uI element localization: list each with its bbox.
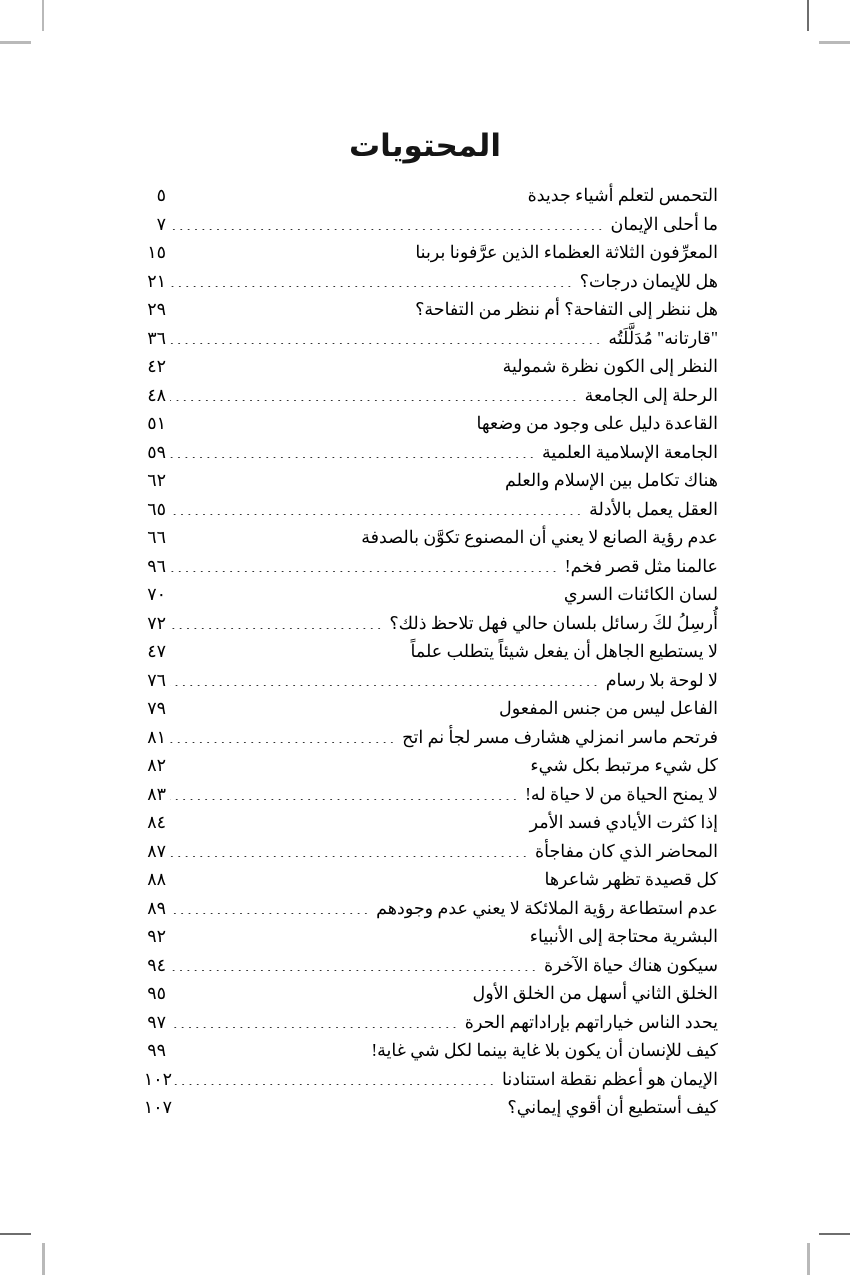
toc-entry-title: عدم رؤية الصانع لا يعني أن المصنوع تكوَّن بالصدفة bbox=[361, 527, 718, 547]
toc-entry-title: لا يستطيع الجاهل أن يفعل شيئاً يتطلب علماً bbox=[410, 641, 718, 661]
toc-leader-dots bbox=[170, 298, 410, 316]
toc-entry[interactable] bbox=[132, 580, 718, 609]
toc-entry-title: التحمس لتعلم أشياء جديدة bbox=[527, 185, 718, 205]
toc-entry-page-number: ٩٧ bbox=[147, 1011, 166, 1032]
toc-entry-page-number: ٧٠ bbox=[147, 584, 166, 604]
toc-leader-dots bbox=[170, 412, 472, 430]
toc-entry-title: "قارتانه" مُدَلَّلَتُه bbox=[608, 327, 718, 348]
toc-leader-dots bbox=[170, 925, 525, 943]
toc-entry-title: البشرية محتاجة إلى الأنبياء bbox=[529, 926, 718, 946]
page-title: المحتويات bbox=[349, 128, 501, 163]
toc-entry-page-number: ٩٩ bbox=[147, 1040, 166, 1060]
toc-leader-dots bbox=[170, 1039, 366, 1057]
toc-entry[interactable] bbox=[132, 894, 718, 923]
toc-entry[interactable] bbox=[132, 210, 718, 239]
toc-leader-dots bbox=[170, 383, 580, 401]
toc-entry-page-number: ٨٩ bbox=[147, 897, 166, 918]
toc-entry[interactable] bbox=[132, 267, 718, 296]
toc-entry[interactable] bbox=[132, 979, 718, 1008]
toc-entry[interactable] bbox=[132, 552, 718, 581]
toc-entry-page-number: ٧ bbox=[156, 213, 166, 234]
toc-leader-dots bbox=[170, 184, 523, 202]
toc-entry[interactable] bbox=[132, 694, 718, 723]
toc-entry-page-number: ٨٢ bbox=[147, 755, 166, 775]
crop-mark-bottom-left-vertical bbox=[42, 1243, 45, 1275]
toc-entry[interactable] bbox=[132, 324, 718, 353]
toc-entry-title: كل قصيدة تظهر شاعرها bbox=[544, 869, 718, 889]
toc-leader-dots bbox=[170, 611, 384, 629]
toc-leader-dots bbox=[170, 668, 601, 686]
toc-leader-dots bbox=[170, 811, 525, 829]
toc-entry-page-number: ٩٢ bbox=[147, 926, 166, 946]
toc-entry-title: لسان الكائنات السري bbox=[563, 584, 718, 604]
toc-entry-title: عالمنا مثل قصر فخم! bbox=[564, 555, 718, 576]
toc-entry[interactable] bbox=[132, 1065, 718, 1094]
toc-entry[interactable] bbox=[132, 295, 718, 324]
toc-entry-page-number: ٥١ bbox=[147, 413, 166, 433]
toc-entry-page-number: ٨٨ bbox=[147, 869, 166, 889]
toc-leader-dots bbox=[170, 269, 575, 287]
crop-mark-top-left-horizontal bbox=[0, 41, 31, 44]
toc-entry-page-number: ٢٩ bbox=[147, 299, 166, 319]
toc-entry-page-number: ٩٤ bbox=[147, 954, 166, 975]
toc-leader-dots bbox=[170, 212, 605, 230]
toc-entry[interactable] bbox=[132, 352, 718, 381]
toc-leader-dots bbox=[170, 1010, 460, 1028]
toc-leader-dots bbox=[170, 754, 525, 772]
crop-mark-bottom-left-horizontal bbox=[0, 1233, 31, 1235]
toc-entry-page-number: ٦٥ bbox=[147, 498, 166, 519]
crop-mark-top-right-vertical bbox=[807, 0, 809, 31]
crop-mark-top-left-vertical bbox=[42, 0, 44, 31]
toc-entry-title: العقل يعمل بالأدلة bbox=[589, 498, 718, 519]
toc-entry-title: لا لوحة بلا رسام bbox=[605, 669, 718, 690]
toc-leader-dots bbox=[170, 953, 539, 971]
toc-entry-title: المحاضر الذي كان مفاجأة bbox=[534, 840, 718, 861]
toc-leader-dots bbox=[170, 868, 540, 886]
toc-entry[interactable] bbox=[132, 523, 718, 552]
toc-entry-page-number: ٨٧ bbox=[147, 840, 166, 861]
toc-entry-title: سيكون هناك حياة الآخرة bbox=[544, 954, 718, 975]
toc-entry-page-number: ٧٩ bbox=[147, 698, 166, 718]
toc-entry-title: الرحلة إلى الجامعة bbox=[584, 384, 718, 405]
toc-entry[interactable] bbox=[132, 495, 718, 524]
toc-entry-page-number: ١٥ bbox=[147, 242, 166, 262]
toc-entry-title: أُرسِلُ لكَ رسائل بلسان حالي فهل تلاحظ ذلك؟ bbox=[389, 612, 718, 633]
toc-entry-title: الفاعل ليس من جنس المفعول bbox=[499, 698, 718, 718]
toc-entry[interactable] bbox=[132, 238, 718, 267]
toc-entry[interactable] bbox=[132, 808, 718, 837]
toc-leader-dots bbox=[170, 526, 356, 544]
toc-entry[interactable] bbox=[132, 951, 718, 980]
toc-entry-page-number: ٢١ bbox=[147, 270, 166, 291]
toc-entry[interactable] bbox=[132, 637, 718, 666]
toc-entry-title: هناك تكامل بين الإسلام والعلم bbox=[504, 470, 718, 490]
toc-entry-title: الإيمان هو أعظم نقطة استنادنا bbox=[502, 1068, 718, 1089]
toc-entry-page-number: ٤٧ bbox=[147, 641, 166, 661]
toc-entry-page-number: ٦٦ bbox=[147, 527, 166, 547]
toc-entry-page-number: ١٠٢ bbox=[143, 1068, 172, 1089]
toc-entry-title: عدم استطاعة رؤية الملائكة لا يعني عدم وجودهم bbox=[376, 897, 718, 918]
toc-entry-title: لا يمنح الحياة من لا حياة له! bbox=[525, 783, 718, 804]
toc-entry-page-number: ٩٦ bbox=[147, 555, 166, 576]
toc-leader-dots bbox=[170, 982, 468, 1000]
toc-entry-title: المعرِّفون الثلاثة العظماء الذين عرَّفونا بربنا bbox=[415, 242, 718, 262]
toc-entry[interactable] bbox=[132, 1008, 718, 1037]
toc-entry[interactable] bbox=[132, 922, 718, 951]
toc-entry-title: كل شيء مرتبط بكل شيء bbox=[530, 755, 718, 775]
toc-entry-page-number: ٨٤ bbox=[147, 812, 166, 832]
toc-entry-title: الجامعة الإسلامية العلمية bbox=[542, 441, 718, 462]
toc-leader-dots bbox=[170, 497, 584, 515]
toc-entry-page-number: ٨٣ bbox=[147, 783, 166, 804]
toc-entry-page-number: ٨١ bbox=[147, 726, 166, 747]
toc-entry-title: القاعدة دليل على وجود من وضعها bbox=[476, 413, 718, 433]
toc-entry[interactable] bbox=[132, 666, 718, 695]
toc-entry-page-number: ٤٨ bbox=[147, 384, 166, 405]
toc-entry-page-number: ٣٦ bbox=[147, 327, 166, 348]
toc-entry-title: هل للإيمان درجات؟ bbox=[579, 270, 718, 291]
toc-leader-dots bbox=[170, 896, 371, 914]
toc-entry-title: النظر إلى الكون نظرة شمولية bbox=[502, 356, 718, 376]
toc-entry-page-number: ٦٢ bbox=[147, 470, 166, 490]
table-of-contents-list bbox=[132, 181, 718, 1122]
toc-leader-dots bbox=[170, 326, 603, 344]
toc-entry[interactable] bbox=[132, 181, 718, 210]
toc-entry[interactable] bbox=[132, 865, 718, 894]
toc-leader-dots bbox=[170, 583, 559, 601]
toc-entry[interactable] bbox=[132, 438, 718, 467]
toc-entry[interactable] bbox=[132, 409, 718, 438]
toc-entry-title: إذا كثرت الأيادي فسد الأمر bbox=[529, 812, 718, 832]
toc-entry-page-number: ١٠٧ bbox=[143, 1097, 172, 1117]
toc-entry-page-number: ٩٥ bbox=[147, 983, 166, 1003]
toc-leader-dots bbox=[170, 697, 494, 715]
toc-leader-dots bbox=[172, 1067, 497, 1085]
toc-entry-title: الخلق الثاني أسهل من الخلق الأول bbox=[472, 983, 718, 1003]
toc-entry[interactable] bbox=[132, 751, 718, 780]
toc-entry-title: هل ننظر إلى التفاحة؟ أم ننظر من التفاحة؟ bbox=[415, 299, 718, 319]
toc-leader-dots bbox=[172, 1096, 502, 1114]
toc-entry[interactable] bbox=[132, 837, 718, 866]
toc-leader-dots bbox=[170, 554, 560, 572]
crop-mark-bottom-right-vertical bbox=[807, 1243, 810, 1275]
toc-entry-page-number: ٤٢ bbox=[147, 356, 166, 376]
toc-entry-page-number: ٥٩ bbox=[147, 441, 166, 462]
toc-entry-page-number: ٧٢ bbox=[147, 612, 166, 633]
toc-entry[interactable] bbox=[132, 780, 718, 809]
toc-leader-dots bbox=[170, 782, 520, 800]
toc-entry[interactable] bbox=[132, 381, 718, 410]
toc-leader-dots bbox=[170, 725, 397, 743]
toc-entry[interactable] bbox=[132, 1036, 718, 1065]
toc-entry-title: كيف للإنسان أن يكون بلا غاية بينما لكل شي غاية! bbox=[371, 1040, 718, 1060]
crop-mark-top-right-horizontal bbox=[819, 41, 850, 44]
toc-entry[interactable] bbox=[132, 466, 718, 495]
toc-entry-page-number: ٥ bbox=[156, 185, 166, 205]
toc-leader-dots bbox=[170, 440, 537, 458]
toc-entry[interactable] bbox=[132, 723, 718, 752]
toc-leader-dots bbox=[170, 355, 498, 373]
toc-entry-title: ما أحلى الإيمان bbox=[610, 213, 718, 234]
toc-leader-dots bbox=[170, 469, 500, 487]
toc-leader-dots bbox=[170, 241, 410, 259]
toc-entry-title: فرتحم ماسر انمزلي هشارف مسر لجأ نم اتح bbox=[402, 726, 718, 747]
toc-entry[interactable] bbox=[132, 1093, 718, 1122]
toc-entry[interactable] bbox=[132, 609, 718, 638]
toc-entry-page-number: ٧٦ bbox=[147, 669, 166, 690]
toc-entry-title: كيف أستطيع أن أقوي إيماني؟ bbox=[507, 1097, 718, 1117]
crop-mark-bottom-right-horizontal bbox=[819, 1233, 850, 1235]
toc-entry-title: يحدد الناس خياراتهم بإراداتهم الحرة bbox=[464, 1011, 718, 1032]
toc-leader-dots bbox=[170, 640, 406, 658]
toc-leader-dots bbox=[170, 839, 530, 857]
